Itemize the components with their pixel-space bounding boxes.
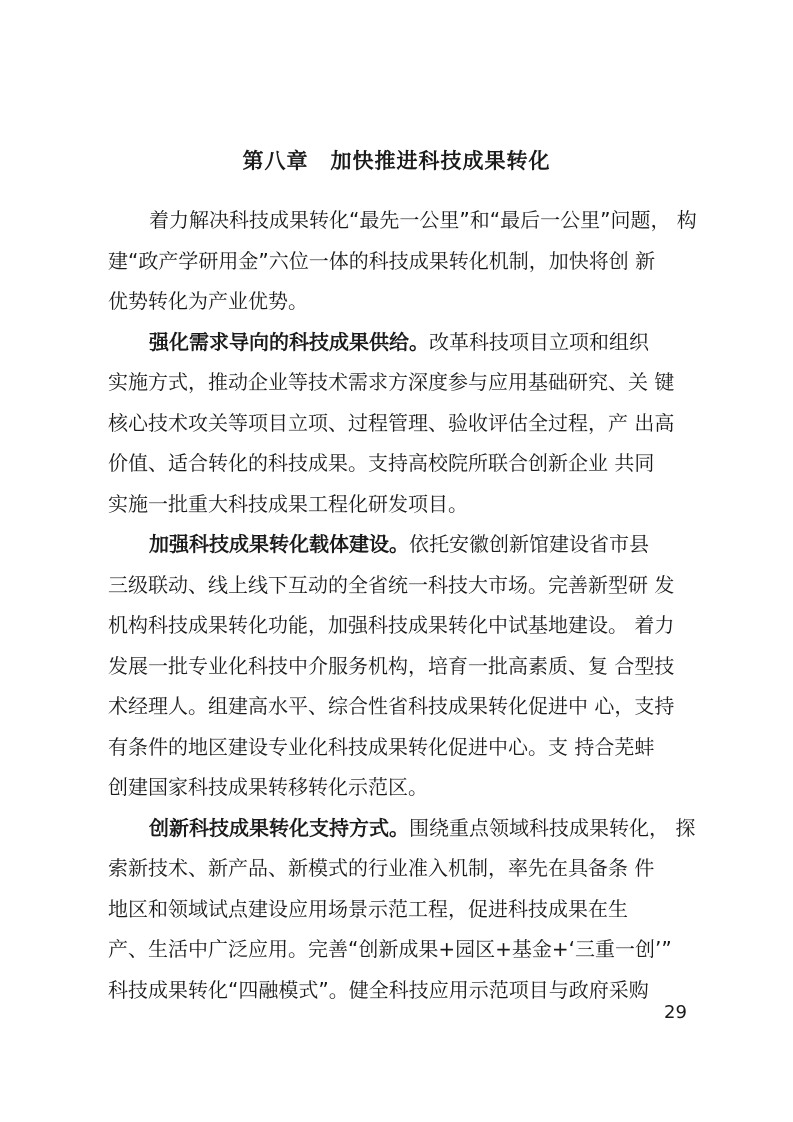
line-text: 围绕重点领域科技成果转化， 探 bbox=[409, 815, 696, 840]
line-text: 建“政产学研用金”六位一体的科技成果转化机制，加快将创 新 bbox=[108, 248, 656, 273]
line-text: 机构科技成果转化功能，加强科技成果转化中试基地建设。 着力 bbox=[108, 613, 675, 637]
body-text bbox=[108, 200, 708, 1010]
line-text: 术经理人。组建高水平、综合性省科技成果转化促进中 心，支持 bbox=[108, 694, 675, 718]
paragraph-line bbox=[108, 686, 708, 727]
paragraph-line bbox=[108, 281, 708, 322]
paragraph-line bbox=[108, 646, 708, 687]
line-text: 优势转化为产业优势。 bbox=[108, 289, 308, 313]
line-text: 实施方式，推动企业等技术需求方深度参与应用基础研究、关 键 bbox=[108, 370, 675, 394]
chapter-title: 第八章 加快推进科技成果转化 bbox=[242, 149, 551, 173]
line-text: 有条件的地区建设专业化科技成果转化促进中心。支 持合芜蚌 bbox=[108, 734, 655, 759]
paragraph-heading: 强化需求导向的科技成果供给。 bbox=[149, 329, 429, 354]
paragraph-line bbox=[108, 403, 708, 444]
paragraph-line bbox=[108, 524, 708, 565]
line-text: 核心技术攻关等项目立项、过程管理、验收评估全过程，产 出高 bbox=[108, 410, 675, 435]
line-text: 地区和领域试点建设应用场景示范工程，促进科技成果在生 bbox=[108, 896, 628, 921]
paragraph-line bbox=[108, 727, 708, 768]
paragraph-line bbox=[108, 322, 708, 363]
line-text: 发展一批专业化科技中介服务机构，培育一批高素质、复 合型技 bbox=[108, 653, 675, 678]
paragraph-line bbox=[108, 848, 708, 889]
paragraph-line bbox=[108, 200, 708, 241]
line-text: 实施一批重大科技成果工程化研发项目。 bbox=[108, 491, 468, 516]
paragraph-heading: 创新科技成果转化支持方式。 bbox=[149, 815, 409, 840]
paragraph-line bbox=[108, 241, 708, 282]
paragraph-line bbox=[108, 565, 708, 606]
line-text: 科技成果转化“四融模式”。健全科技应用示范项目与政府采购 bbox=[108, 977, 649, 1002]
paragraph-line bbox=[108, 970, 708, 1011]
paragraph-heading: 加强科技成果转化载体建设。 bbox=[149, 532, 409, 556]
paragraph-line bbox=[108, 929, 708, 970]
line-text: 索新技术、新产品、新模式的行业准入机制，率先在具备条 件 bbox=[108, 856, 655, 880]
paragraph-line bbox=[108, 808, 708, 849]
paragraph-line bbox=[108, 889, 708, 930]
line-text: 产、生活中广泛应用。完善“创新成果+园区+基金+‘三重一创’” bbox=[108, 937, 672, 961]
line-text: 着力解决科技成果转化“最先一公里”和“最后一公里”问题， 构 bbox=[149, 208, 697, 232]
paragraph-line bbox=[108, 605, 708, 646]
paragraph-line bbox=[108, 362, 708, 403]
page-number: 29 bbox=[664, 1002, 687, 1023]
line-text: 三级联动、线上线下互动的全省统一科技大市场。完善新型研 发 bbox=[108, 572, 675, 597]
paragraph-line bbox=[108, 767, 708, 808]
paragraph-line bbox=[108, 443, 708, 484]
line-text: 依托安徽创新馆建设省市县 bbox=[409, 532, 649, 556]
line-text: 价值、适合转化的科技成果。支持高校院所联合创新企业 共同 bbox=[108, 451, 655, 475]
paragraph-line bbox=[108, 484, 708, 525]
line-text: 改革科技项目立项和组织 bbox=[429, 329, 649, 354]
line-text: 创建国家科技成果转移转化示范区。 bbox=[108, 775, 428, 799]
